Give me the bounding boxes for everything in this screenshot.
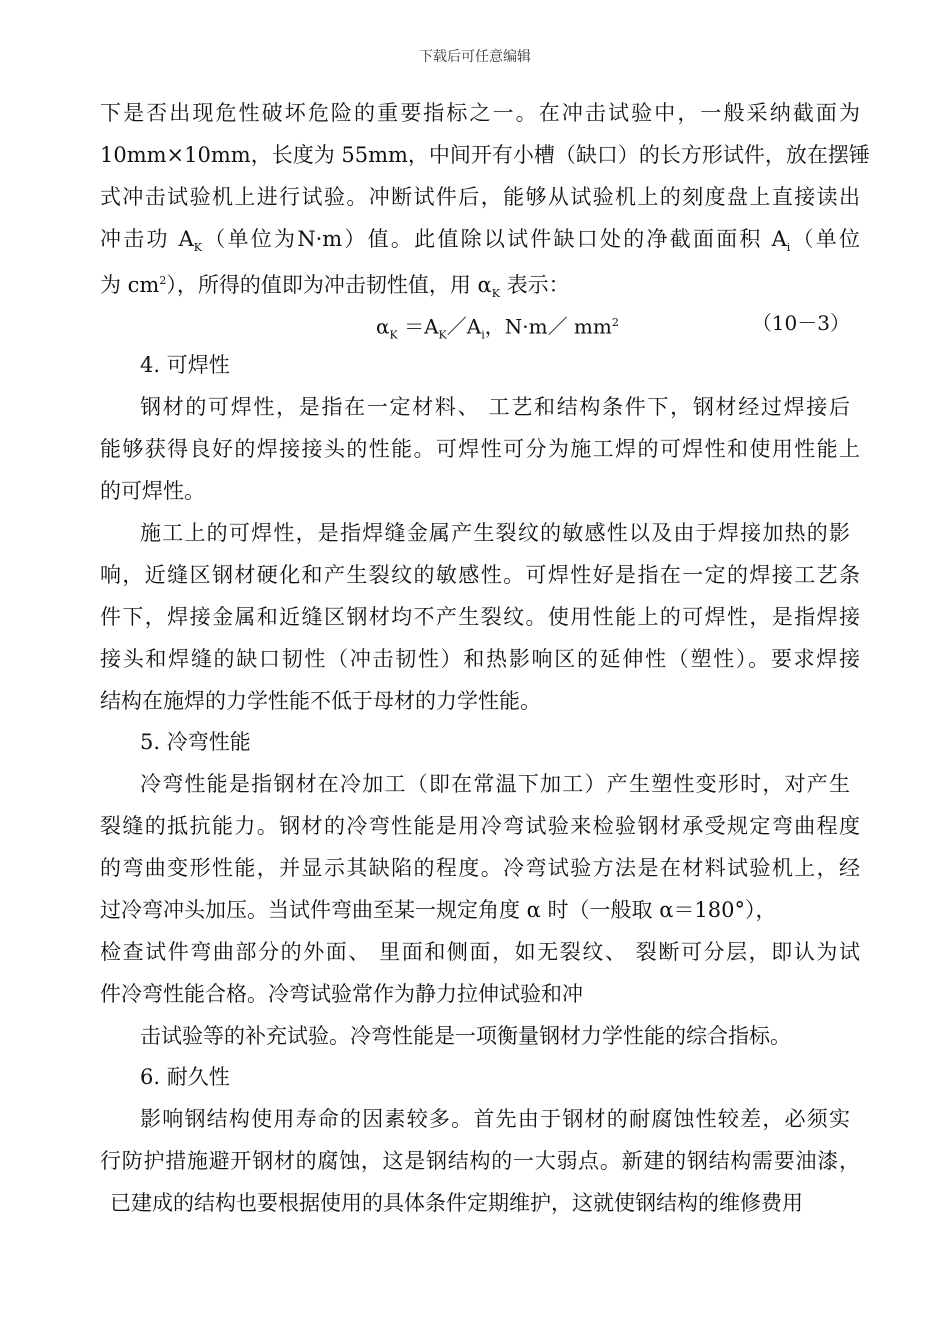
body-line: 响，近缝区钢材硬化和产生裂纹的敏感性。可焊性好是指在一定的焊接工艺条 (100, 563, 860, 587)
body-line (100, 267, 860, 308)
text-run: ），所得的值即为冲击韧性值，用 α (166, 273, 492, 297)
text-run: ／A (446, 314, 482, 339)
section-heading: 4. 可焊性 (140, 353, 230, 377)
text-run: ＝A (397, 314, 439, 339)
subscript: i (786, 241, 791, 255)
text-run: （单位 (790, 227, 861, 251)
body-line: 检查试件弯曲部分的外面、 里面和侧面，如无裂纹、 裂断可分层，即认为试 (100, 940, 860, 964)
body-line (100, 225, 860, 262)
body-line: 施工上的可焊性，是指焊缝金属产生裂纹的敏感性以及由于焊接加热的影 (140, 521, 850, 545)
body-line: 件冷弯性能合格。冷弯试验常作为静力拉伸试验和冲 (100, 982, 583, 1006)
section-heading: 5. 冷弯性能 (140, 730, 251, 754)
body-line: 的弯曲变形性能，并显示其缺陷的程度。冷弯试验方法是在材料试验机上，经 (100, 856, 860, 880)
body-line: 能够获得良好的焊接接头的性能。可焊性可分为施工焊的可焊性和使用性能上 (100, 437, 860, 461)
body-line: 影响钢结构使用寿命的因素较多。首先由于钢材的耐腐蚀性较差，必须实 (140, 1107, 850, 1131)
section-heading: 6. 耐久性 (140, 1065, 230, 1089)
body-line: 的可焊性。 (100, 479, 205, 503)
superscript: 2 (159, 274, 167, 287)
subscript: K (491, 287, 500, 301)
body-line: 钢材的可焊性，是指在一定材料、 工艺和结构条件下，钢材经过焊接后 (140, 395, 850, 419)
subscript: i (481, 328, 485, 342)
text-run: ，N·m／ mm (484, 314, 612, 339)
text-run: 为 cm (100, 273, 160, 297)
page-header: 下载后可任意编辑 (419, 49, 531, 65)
body-line: 结构在施焊的力学性能不低于母材的力学性能。 (100, 689, 541, 713)
equation-number: （10－3） (751, 311, 850, 335)
body-line: 行防护措施避开钢材的腐蚀，这是钢结构的一大弱点。新建的钢结构需要油漆， (100, 1149, 860, 1173)
superscript: 2 (611, 316, 619, 329)
body-line: 裂缝的抵抗能力。钢材的冷弯性能是用冷弯试验来检验钢材承受规定弯曲程度 (100, 814, 860, 838)
text-run: （单位为N·m）值。此值除以试件缺口处的净截面面积 A (202, 227, 787, 251)
body-line: 已建成的结构也要根据使用的具体条件定期维护，这就使钢结构的维修费用 (110, 1191, 803, 1215)
body-line: 下是否出现危性破坏危险的重要指标之一。在冲击试验中，一般采纳截面为 (100, 101, 860, 125)
formula (376, 309, 619, 350)
body-line: 式冲击试验机上进行试验。冲断试件后，能够从试验机上的刻度盘上直接读出 (100, 185, 860, 209)
subscript: K (389, 328, 398, 342)
body-line: 击试验等的补充试验。冷弯性能是一项衡量钢材力学性能的综合指标。 (140, 1024, 791, 1048)
body-line: 冷弯性能是指钢材在冷加工（即在常温下加工）产生塑性变形时，对产生 (140, 772, 850, 796)
subscript: K (193, 241, 203, 255)
body-line: 件下，焊接金属和近缝区钢材均不产生裂纹。使用性能上的可焊性，是指焊接 (100, 605, 860, 629)
text-run: 表示： (499, 273, 570, 297)
body-line: 10mm×10mm，长度为 55mm，中间开有小槽（缺口）的长方形试件，放在摆锤 (100, 143, 870, 167)
subscript: K (438, 328, 447, 342)
body-line: 过冷弯冲头加压。当试件弯曲至某一规定角度 α 时（一般取 α＝180°）， (100, 898, 777, 922)
text-run: α (376, 314, 390, 339)
text-run: 冲击功 A (100, 227, 194, 251)
body-line: 接头和焊缝的缺口韧性（冲击韧性）和热影响区的延伸性（塑性）。要求焊接 (100, 647, 860, 671)
